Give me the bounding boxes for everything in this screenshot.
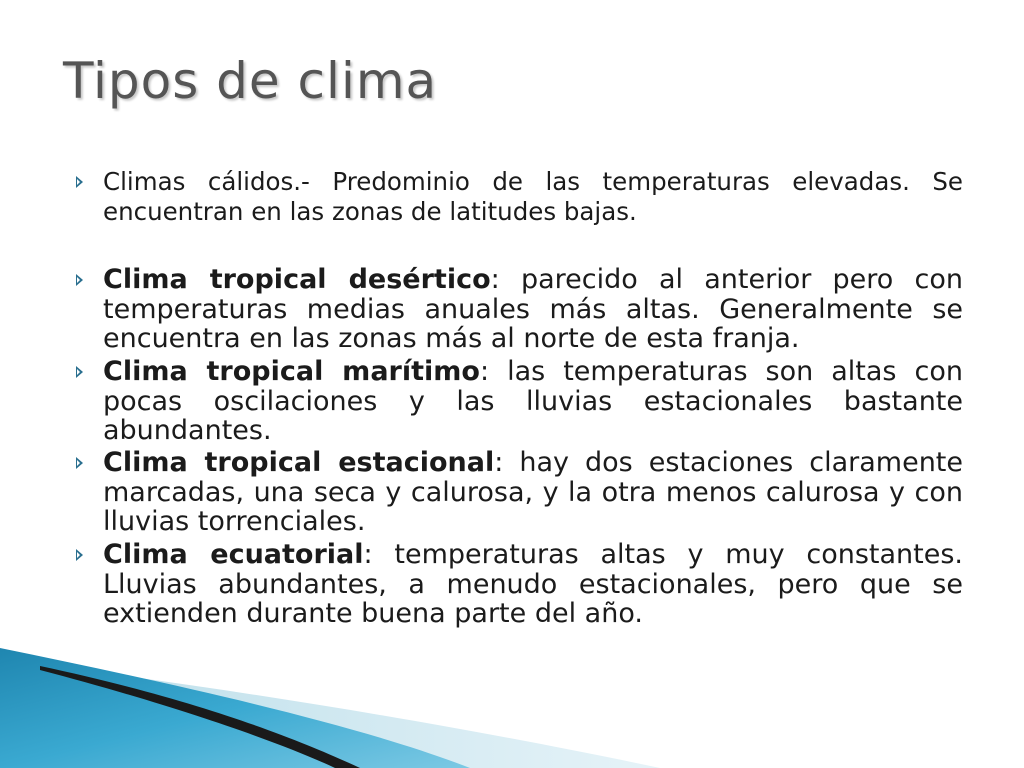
swoosh-blue-band	[0, 648, 470, 768]
bullet-item-tropical-estacional	[103, 448, 963, 537]
bullet-text: : hay dos estaciones claramente marcadas, una seca y calurosa, y la otra menos calurosa y con lluvias torrenciales.	[103, 447, 964, 537]
bullet-item-ecuatorial	[103, 540, 963, 629]
bullet-term: Clima tropical estacional	[103, 447, 495, 478]
bullet-text: : las temperaturas son altas con pocas oscilaciones y las lluvias estacionales bastante abundantes.	[103, 356, 963, 446]
bullet-item-tropical-desertico	[103, 265, 963, 354]
triangle-arrow-icon	[76, 549, 83, 561]
bullet-text: : parecido al anterior pero con temperaturas medias anuales más altas. Generalmente se encuentra en las zonas más al norte de esta franja.	[103, 264, 963, 354]
bullet-text: : temperaturas altas y muy constantes. Lluvias abundantes, a menudo estacionales, pero que se extienden durante buena parte del año.	[103, 539, 963, 629]
bullet-term: Clima ecuatorial	[103, 539, 364, 570]
triangle-arrow-icon	[76, 366, 83, 378]
decorative-swoosh	[0, 630, 1024, 768]
bullet-term: Clima tropical desértico	[103, 264, 491, 295]
triangle-arrow-icon	[76, 176, 83, 188]
bullet-item-climas-calidos	[103, 167, 963, 226]
triangle-arrow-icon	[76, 274, 83, 286]
bullet-term: Clima tropical marítimo	[103, 356, 480, 387]
slide-title: Tipos de clima	[63, 52, 438, 110]
bullet-text: Climas cálidos.- Predominio de las temperaturas elevadas. Se encuentran en las zonas de latitudes bajas.	[103, 167, 963, 226]
bullet-item-tropical-maritimo	[103, 357, 963, 446]
triangle-arrow-icon	[76, 457, 83, 469]
